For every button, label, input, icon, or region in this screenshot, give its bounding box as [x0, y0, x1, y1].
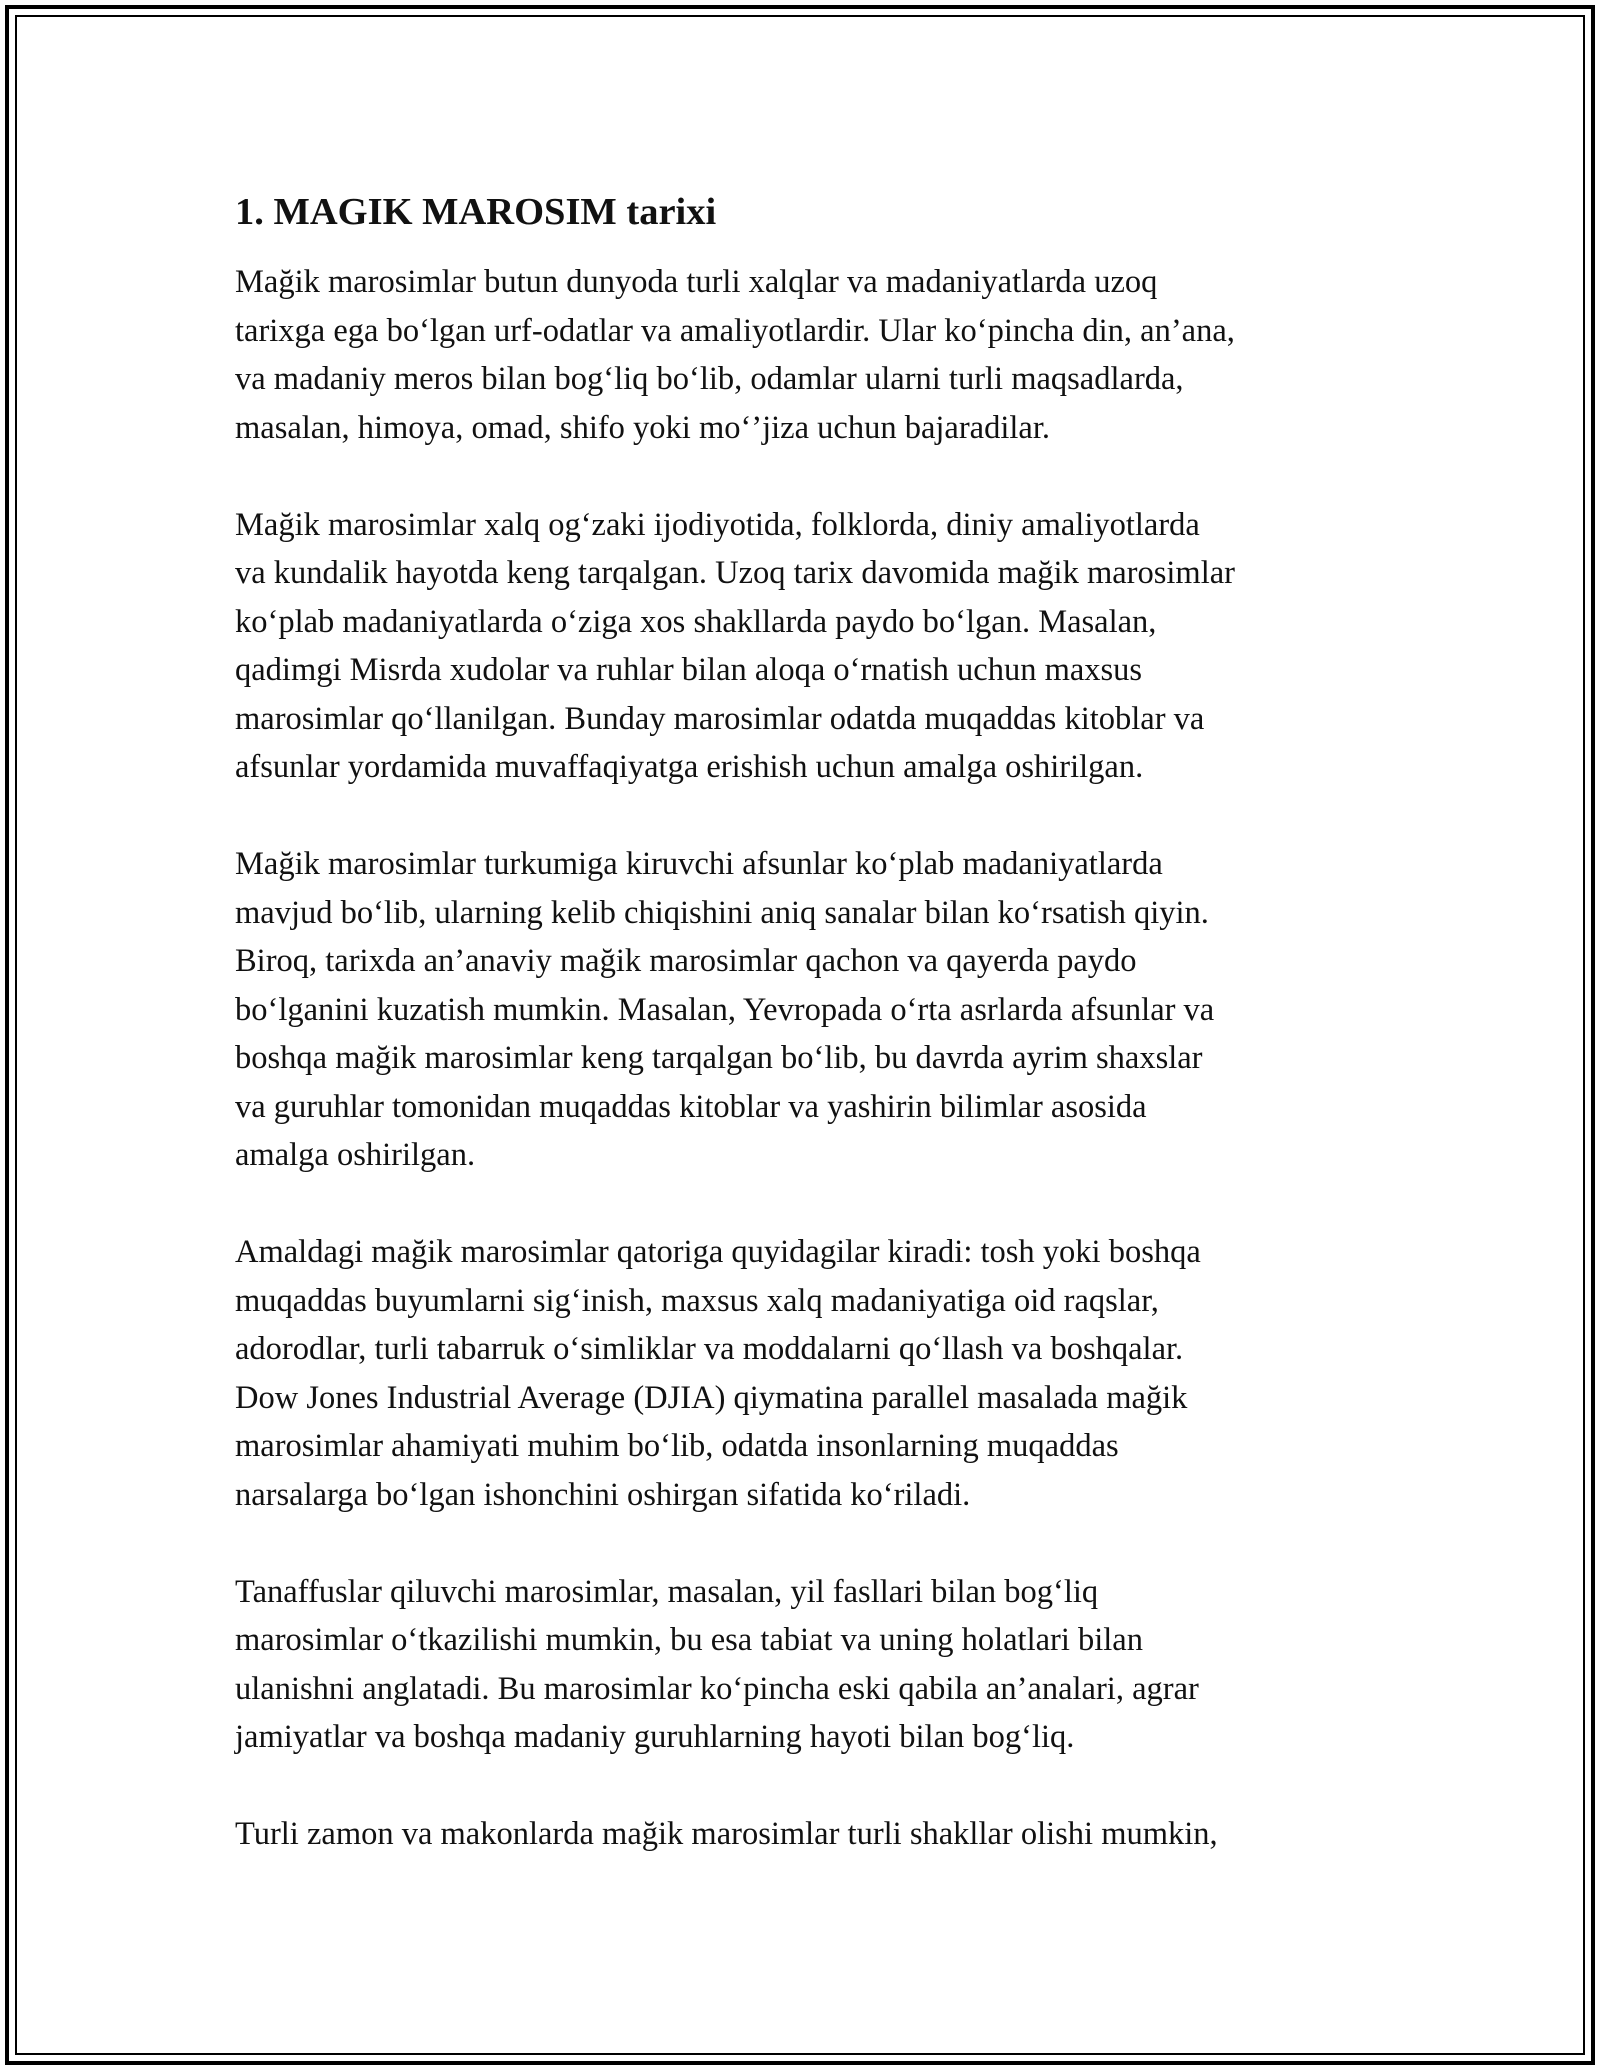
text-line: afsunlar yordamida muvaffaqiyatga erishish uchun amalga oshirilgan.	[235, 749, 1144, 785]
text-line: boshqa mağik marosimlar keng tarqalgan bo‘lib, bu davrda ayrim shaxslar	[235, 1040, 1203, 1076]
text-line: adorodlar, turli tabarruk o‘simliklar va moddalarni qo‘llash va boshqalar.	[235, 1331, 1184, 1367]
text-line: mavjud bo‘lib, ularning kelib chiqishini aniq sanalar bilan ko‘rsatish qiyin.	[235, 894, 1209, 931]
document-body	[235, 186, 1385, 1907]
text-line: va madaniy meros bilan bog‘liq bo‘lib, odamlar ularni turli maqsadlarda,	[235, 361, 1184, 397]
text-line: narsalarga bo‘lgan ishonchini oshirgan sifatida ko‘riladi.	[235, 1476, 971, 1513]
text-line: Mağik marosimlar xalq og‘zaki ijodiyotida, folklorda, diniy amaliyotlarda	[235, 506, 1200, 543]
text-line: Turli zamon va makonlarda mağik marosimlar turli shakllar olishi mumkin,	[235, 1816, 1218, 1852]
paragraph-4	[235, 1228, 1385, 1519]
text-line: amalga oshirilgan.	[235, 1137, 476, 1173]
text-line: marosimlar o‘tkazilishi mumkin, bu esa tabiat va uning holatlari bilan	[235, 1622, 1143, 1658]
text-line: jamiyatlar va boshqa madaniy guruhlarning hayoti bilan bog‘liq.	[235, 1719, 1075, 1755]
text-line: marosimlar ahamiyati muhim bo‘lib, odatda insonlarning muqaddas	[235, 1428, 1119, 1464]
text-line: masalan, himoya, omad, shifo yoki mo‘’jiza uchun bajaradilar.	[235, 409, 1050, 446]
text-line: tarixga ega bo‘lgan urf-odatlar va amaliyotlardir. Ular ko‘pincha din, an’ana,	[235, 312, 1235, 349]
text-line: bo‘lganini kuzatish mumkin. Masalan, Yevropada o‘rta asrlarda afsunlar va	[235, 991, 1215, 1028]
text-line: muqaddas buyumlarni sig‘inish, maxsus xalq madaniyatiga oid raqslar,	[235, 1282, 1159, 1319]
paragraph-1	[235, 258, 1385, 452]
text-line: Mağik marosimlar butun dunyoda turli xalqlar va madaniyatlarda uzoq	[235, 264, 1158, 300]
text-line: marosimlar qo‘llanilgan. Bunday marosimlar odatda muqaddas kitoblar va	[235, 700, 1205, 737]
text-line: Biroq, tarixda an’anaviy mağik marosimlar qachon va qayerda paydo	[235, 943, 1137, 979]
paragraph-5	[235, 1568, 1385, 1762]
text-line: ulanishni anglatadi. Bu marosimlar ko‘pincha eski qabila an’analari, agrar	[235, 1670, 1199, 1707]
text-line: Dow Jones Industrial Average (DJIA) qiymatina parallel masalada mağik	[235, 1379, 1188, 1416]
paragraph-3	[235, 840, 1385, 1180]
text-line: Tanaffuslar qiluvchi marosimlar, masalan, yil fasllari bilan bog‘liq	[235, 1573, 1099, 1610]
text-line: ko‘plab madaniyatlarda o‘ziga xos shakllarda paydo bo‘lgan. Masalan,	[235, 603, 1157, 640]
text-line: qadimgi Misrda xudolar va ruhlar bilan aloqa o‘rnatish uchun maxsus	[235, 652, 1143, 688]
text-line: Amaldagi mağik marosimlar qatoriga quyidagilar kiradi: tosh yoki boshqa	[235, 1234, 1201, 1270]
text-line: va kundalik hayotda keng tarqalgan. Uzoq tarix davomida mağik marosimlar	[235, 555, 1235, 591]
text-line: Mağik marosimlar turkumiga kiruvchi afsunlar ko‘plab madaniyatlarda	[235, 846, 1163, 882]
section-heading: 1. MAGIK MAROSIM tarixi	[235, 191, 717, 233]
paragraph-2	[235, 501, 1385, 792]
paragraph-6	[235, 1810, 1385, 1859]
text-line: va guruhlar tomonidan muqaddas kitoblar va yashirin bilimlar asosida	[235, 1088, 1147, 1125]
